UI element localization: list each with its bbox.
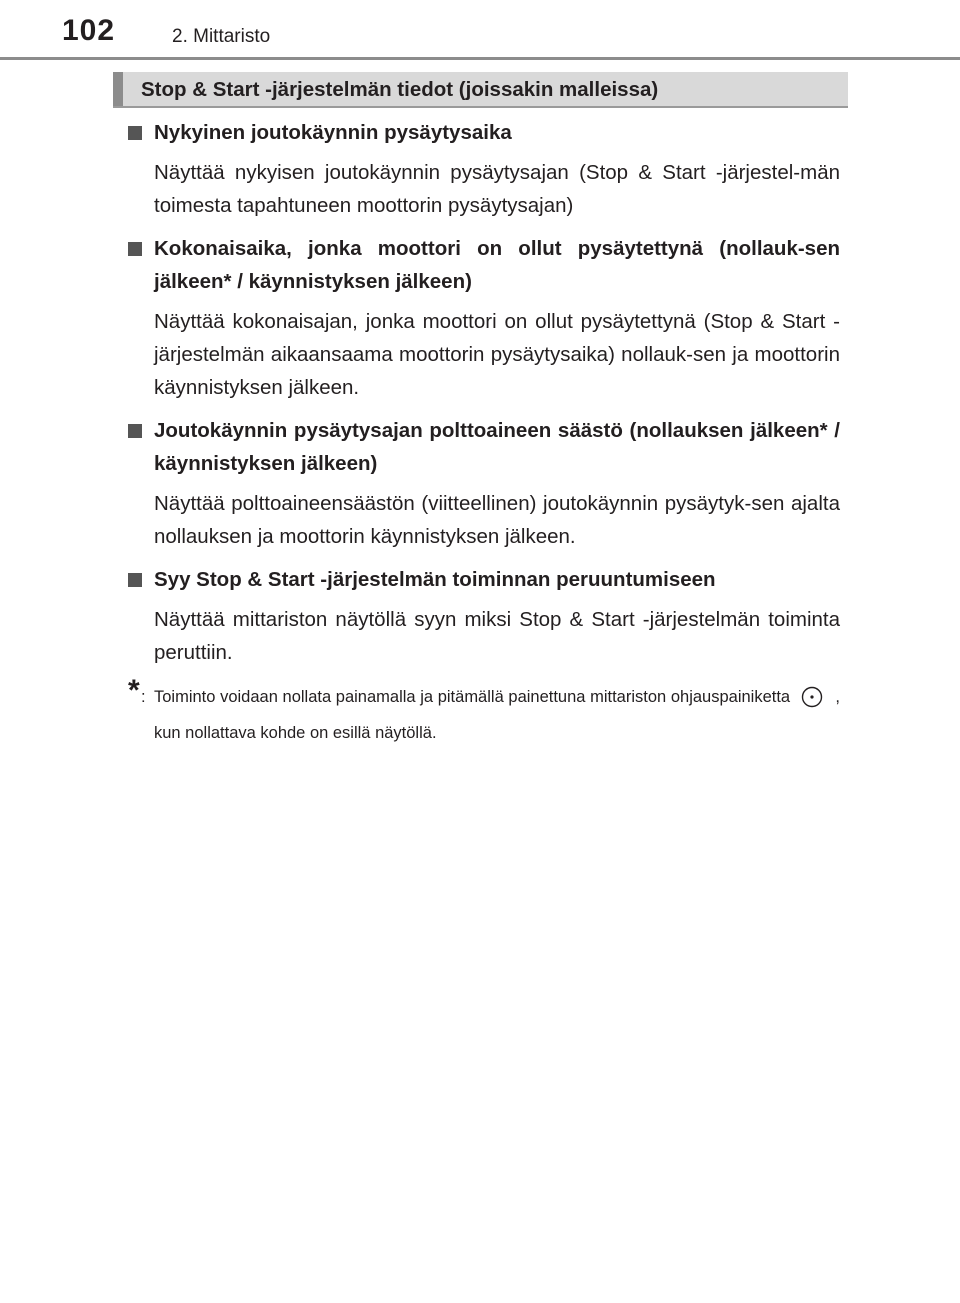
item-heading <box>128 563 840 596</box>
list-item <box>128 232 840 404</box>
header-rule <box>0 57 960 60</box>
item-heading-text: Joutokäynnin pysäytysajan polttoaineen säästö (nollauksen jälkeen* / käynnistyksen jälkeen) <box>154 419 840 475</box>
item-heading-text: Syy Stop & Start -järjestelmän toiminnan peruuntumiseen <box>154 568 716 591</box>
content <box>128 116 840 751</box>
page-number: 102 <box>62 14 116 47</box>
footnote <box>128 674 841 751</box>
footnote-text-after: , kun nollattava kohde on esillä näytöllä. <box>154 688 841 742</box>
section-heading-bar <box>113 72 848 108</box>
list-item <box>128 563 840 669</box>
square-bullet-icon <box>128 242 142 256</box>
square-bullet-icon <box>128 424 142 438</box>
chapter-title: 2. Mittaristo <box>172 26 271 47</box>
list-item <box>128 414 840 553</box>
footnote-asterisk: * <box>128 674 140 707</box>
item-heading-text: Nykyinen joutokäynnin pysäytysaika <box>154 121 512 144</box>
item-body: Näyttää nykyisen joutokäynnin pysäytysajan (Stop & Start -järjestel-män toimesta tapahtuneen moottorin pysäytysajan) <box>154 161 840 217</box>
section-title: Stop & Start -järjestelmän tiedot (joissakin malleissa) <box>141 78 659 101</box>
circle-dot-button-icon <box>801 685 823 707</box>
page-header <box>0 0 960 62</box>
item-body: Näyttää polttoaineensäästön (viitteellinen) joutokäynnin pysäytyk-sen ajalta nollauksen ja moottorin käynnistyksen jälkeen. <box>154 492 840 548</box>
item-heading <box>128 414 840 480</box>
footnote-colon: : <box>141 688 146 706</box>
list-item <box>128 116 840 222</box>
item-body: Näyttää mittariston näytöllä syyn miksi Stop & Start -järjestelmän toiminta peruttiin. <box>154 608 840 664</box>
square-bullet-icon <box>128 573 142 587</box>
section-accent <box>113 72 123 106</box>
footnote-text-before: Toiminto voidaan nollata painamalla ja pitämällä painettuna mittariston ohjauspainiketta <box>154 688 791 706</box>
item-body: Näyttää kokonaisajan, jonka moottori on ollut pysäytettynä (Stop & Start -järjestelmän aikaansaama moottorin pysäytysaika) nollauk-sen ja moottorin käynnistyksen jälkeen. <box>154 310 840 399</box>
item-heading-text: Kokonaisaika, jonka moottori on ollut pysäytettynä (nollauk-sen jälkeen* / käynnistyksen jälkeen) <box>154 237 840 293</box>
item-heading <box>128 232 840 298</box>
item-heading <box>128 116 840 149</box>
square-bullet-icon <box>128 126 142 140</box>
